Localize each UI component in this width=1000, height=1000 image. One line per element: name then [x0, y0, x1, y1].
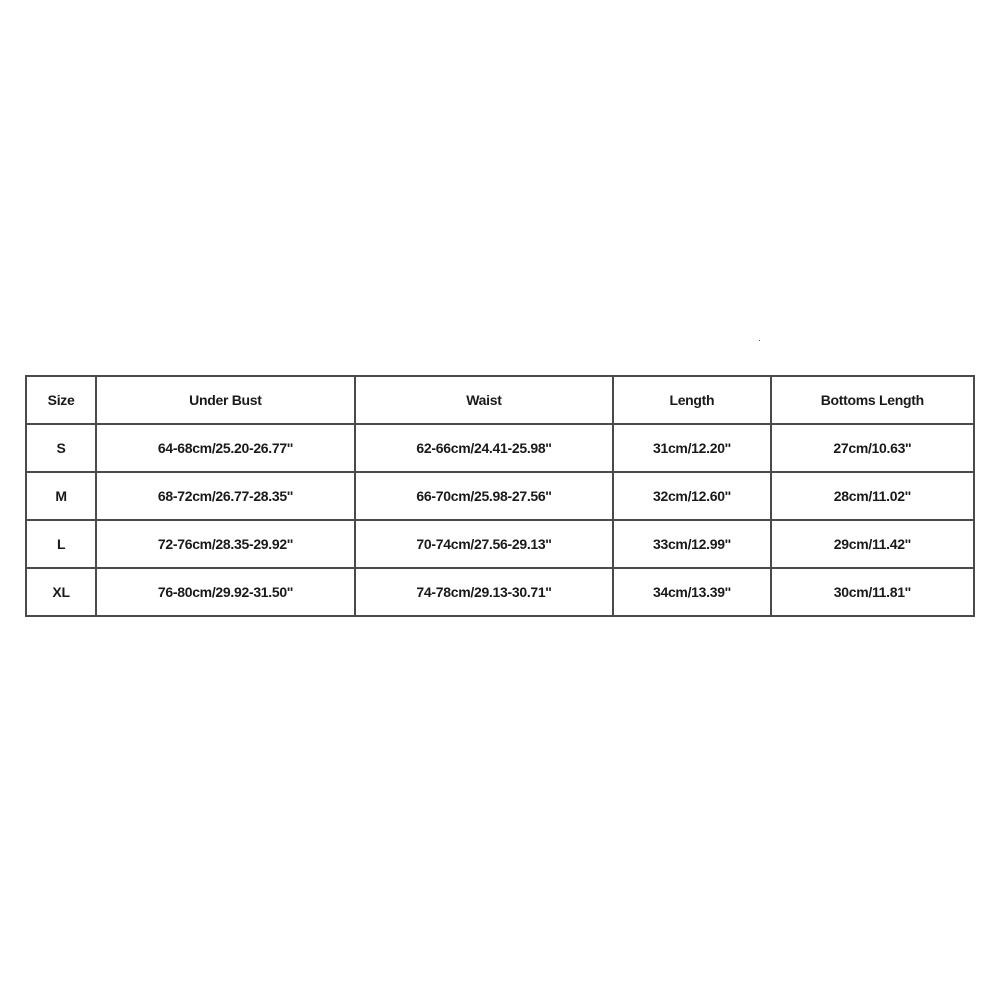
cell-length: 34cm/13.39'': [613, 568, 770, 616]
table-row: [26, 568, 974, 616]
header-size: Size: [26, 376, 96, 424]
cell-bottoms-length: 29cm/11.42'': [771, 520, 974, 568]
cell-under-bust: 76-80cm/29.92-31.50'': [96, 568, 355, 616]
header-bottoms-length: Bottoms Length: [771, 376, 974, 424]
cell-under-bust: 72-76cm/28.35-29.92'': [96, 520, 355, 568]
table-row: [26, 472, 974, 520]
cell-bottoms-length: 27cm/10.63'': [771, 424, 974, 472]
cell-waist: 66-70cm/25.98-27.56'': [355, 472, 614, 520]
cell-length: 33cm/12.99'': [613, 520, 770, 568]
cell-length: 31cm/12.20'': [613, 424, 770, 472]
stray-dot: [759, 340, 760, 341]
header-length: Length: [613, 376, 770, 424]
cell-size: M: [26, 472, 96, 520]
cell-size: S: [26, 424, 96, 472]
size-chart-table: [25, 375, 975, 617]
cell-under-bust: 64-68cm/25.20-26.77'': [96, 424, 355, 472]
cell-bottoms-length: 28cm/11.02'': [771, 472, 974, 520]
cell-bottoms-length: 30cm/11.81'': [771, 568, 974, 616]
cell-length: 32cm/12.60'': [613, 472, 770, 520]
cell-under-bust: 68-72cm/26.77-28.35'': [96, 472, 355, 520]
cell-waist: 70-74cm/27.56-29.13'': [355, 520, 614, 568]
cell-size: XL: [26, 568, 96, 616]
header-waist: Waist: [355, 376, 614, 424]
cell-waist: 74-78cm/29.13-30.71'': [355, 568, 614, 616]
table-row: [26, 520, 974, 568]
header-row: [26, 376, 974, 424]
table-row: [26, 424, 974, 472]
header-under-bust: Under Bust: [96, 376, 355, 424]
cell-waist: 62-66cm/24.41-25.98'': [355, 424, 614, 472]
cell-size: L: [26, 520, 96, 568]
